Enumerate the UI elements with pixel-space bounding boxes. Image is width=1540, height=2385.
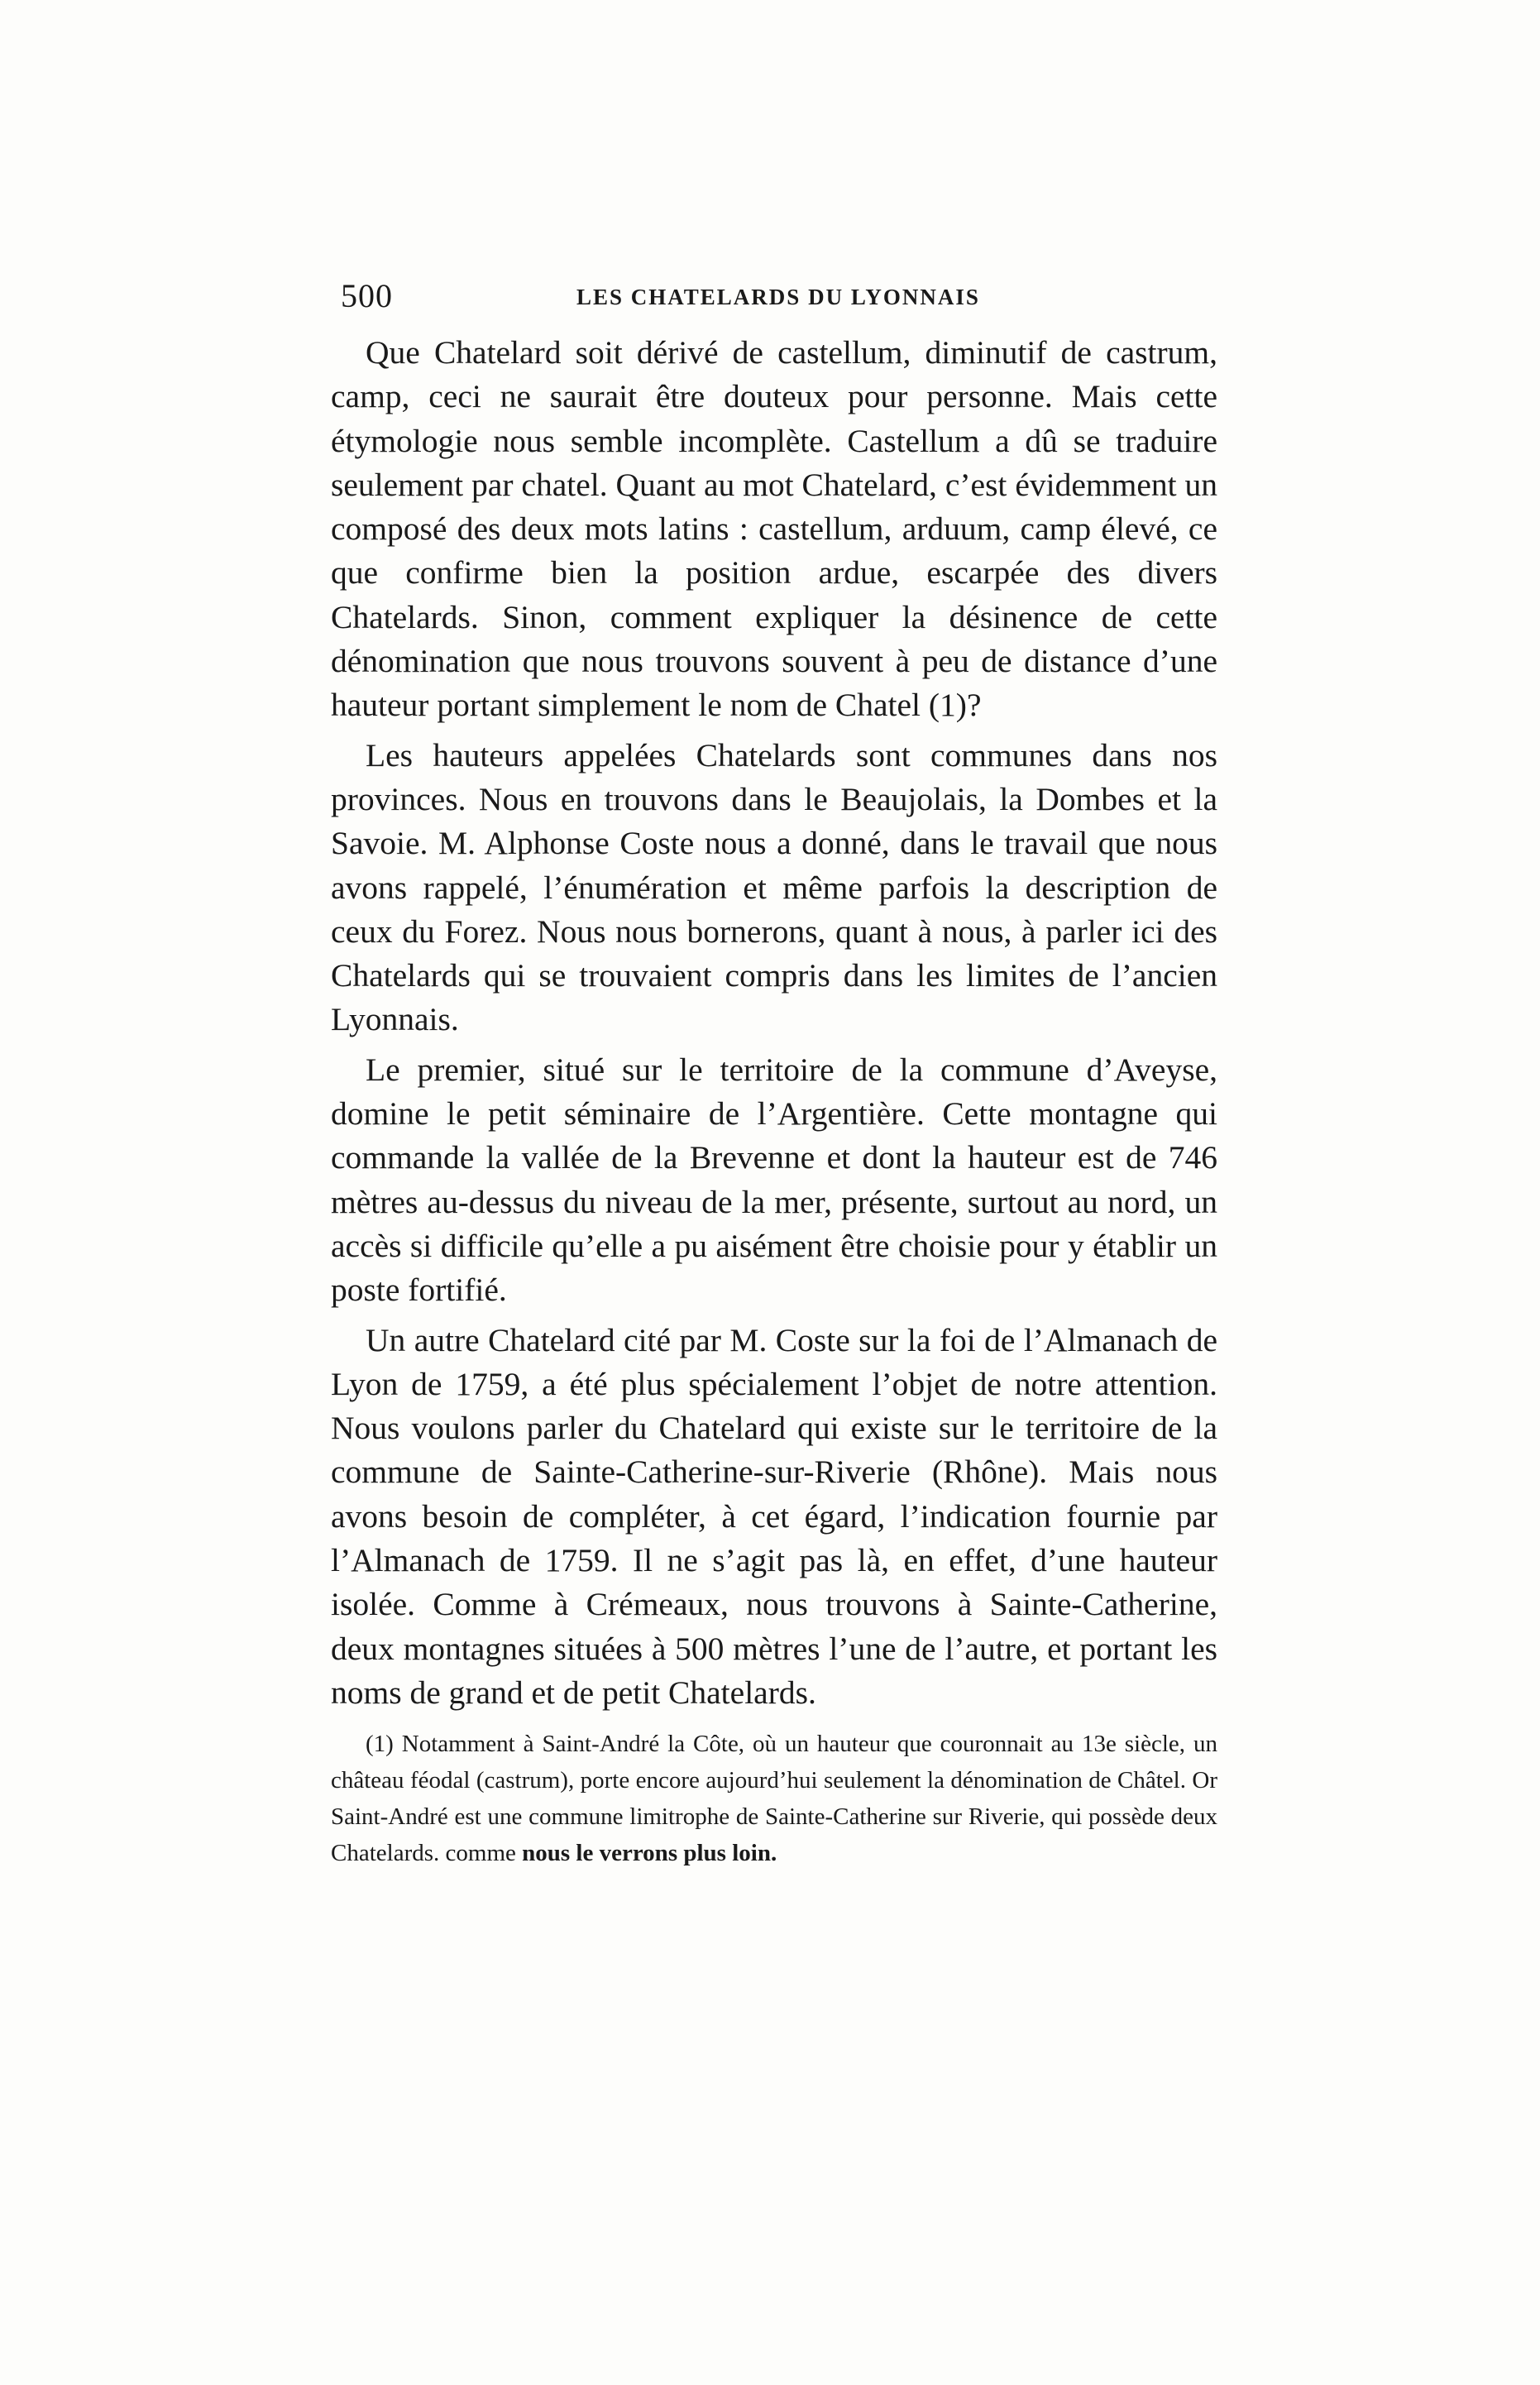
page-header <box>341 275 1217 317</box>
footnotes <box>331 1726 1217 1871</box>
main-text <box>331 331 1217 1715</box>
footnote-text: (1) Notamment à Saint-André la Côte, où un hauteur que couronnait au 13e siècle, un château féodal (castrum), porte encore aujourd’hui seulement la dénomination de Châtel. Or Saint-André est une commune limitrophe de Sainte-Catherine sur Riverie, qui possède deux Chatelards. comme <box>331 1731 1217 1866</box>
paragraph-provinces: Les hauteurs appelées Chatelards sont communes dans nos provinces. Nous en trouvons dans le Beaujolais, la Dombes et la Savoie. M. Alphonse Coste nous a donné, dans le travail que nous avons rappelé, l’énumération et même parfois la description de ceux du Forez. Nous nous bornerons, quant à nous, à parler ici des Chatelards qui se trouvaient compris dans les limites de l’ancien Lyonnais. <box>331 736 1217 1038</box>
footnote-1 <box>331 1726 1217 1871</box>
page-number: 500 <box>341 277 393 314</box>
footnote-last-line: nous le verrons plus loin. <box>522 1840 777 1866</box>
paragraph-etymology: Que Chatelard soit dérivé de castellum, diminutif de castrum, camp, ceci ne saurait être douteux pour personne. Mais cette étymologie nous semble incomplète. Castellum a dû se traduire seulement par chatel. Quant au mot Chatelard, c’est évidemment un composé des deux mots latins : castellum, arduum, camp élevé, ce que confirme bien la position ardue, escarpée des divers Chatelards. Sinon, comment expliquer la désinence de cette dénomination que nous trouvons souvent à peu de distance d’une hauteur portant simplement le nom de Chatel (1)? <box>331 334 1217 724</box>
running-head: LES CHATELARDS DU LYONNAIS <box>576 285 980 309</box>
paragraph-aveyse: Le premier, situé sur le territoire de la commune d’Aveyse, domine le petit séminaire de l’Argentière. Cette montagne qui commande la vallée de la Brevenne et dont la hauteur est de 746 mètres au-dessus du niveau de la mer, présente, surtout au nord, un accès si difficile qu’elle a pu aisément être choisie pour y établir un poste fortifié. <box>331 1051 1217 1309</box>
paragraph-sainte-catherine: Un autre Chatelard cité par M. Coste sur la foi de l’Almanach de Lyon de 1759, a été plus spécialement l’objet de notre attention. Nous voulons parler du Chatelard qui existe sur le territoire de la commune de Sainte-Catherine-sur-Riverie (Rhône). Mais nous avons besoin de compléter, à cet égard, l’indication fournie par l’Almanach de 1759. Il ne s’agit pas là, en effet, d’une hauteur isolée. Comme à Crémeaux, nous trouvons à Sainte-Catherine, deux montagnes situées à 500 mètres l’une de l’autre, et portant les noms de grand et de petit Chatelards. <box>331 1321 1217 1711</box>
